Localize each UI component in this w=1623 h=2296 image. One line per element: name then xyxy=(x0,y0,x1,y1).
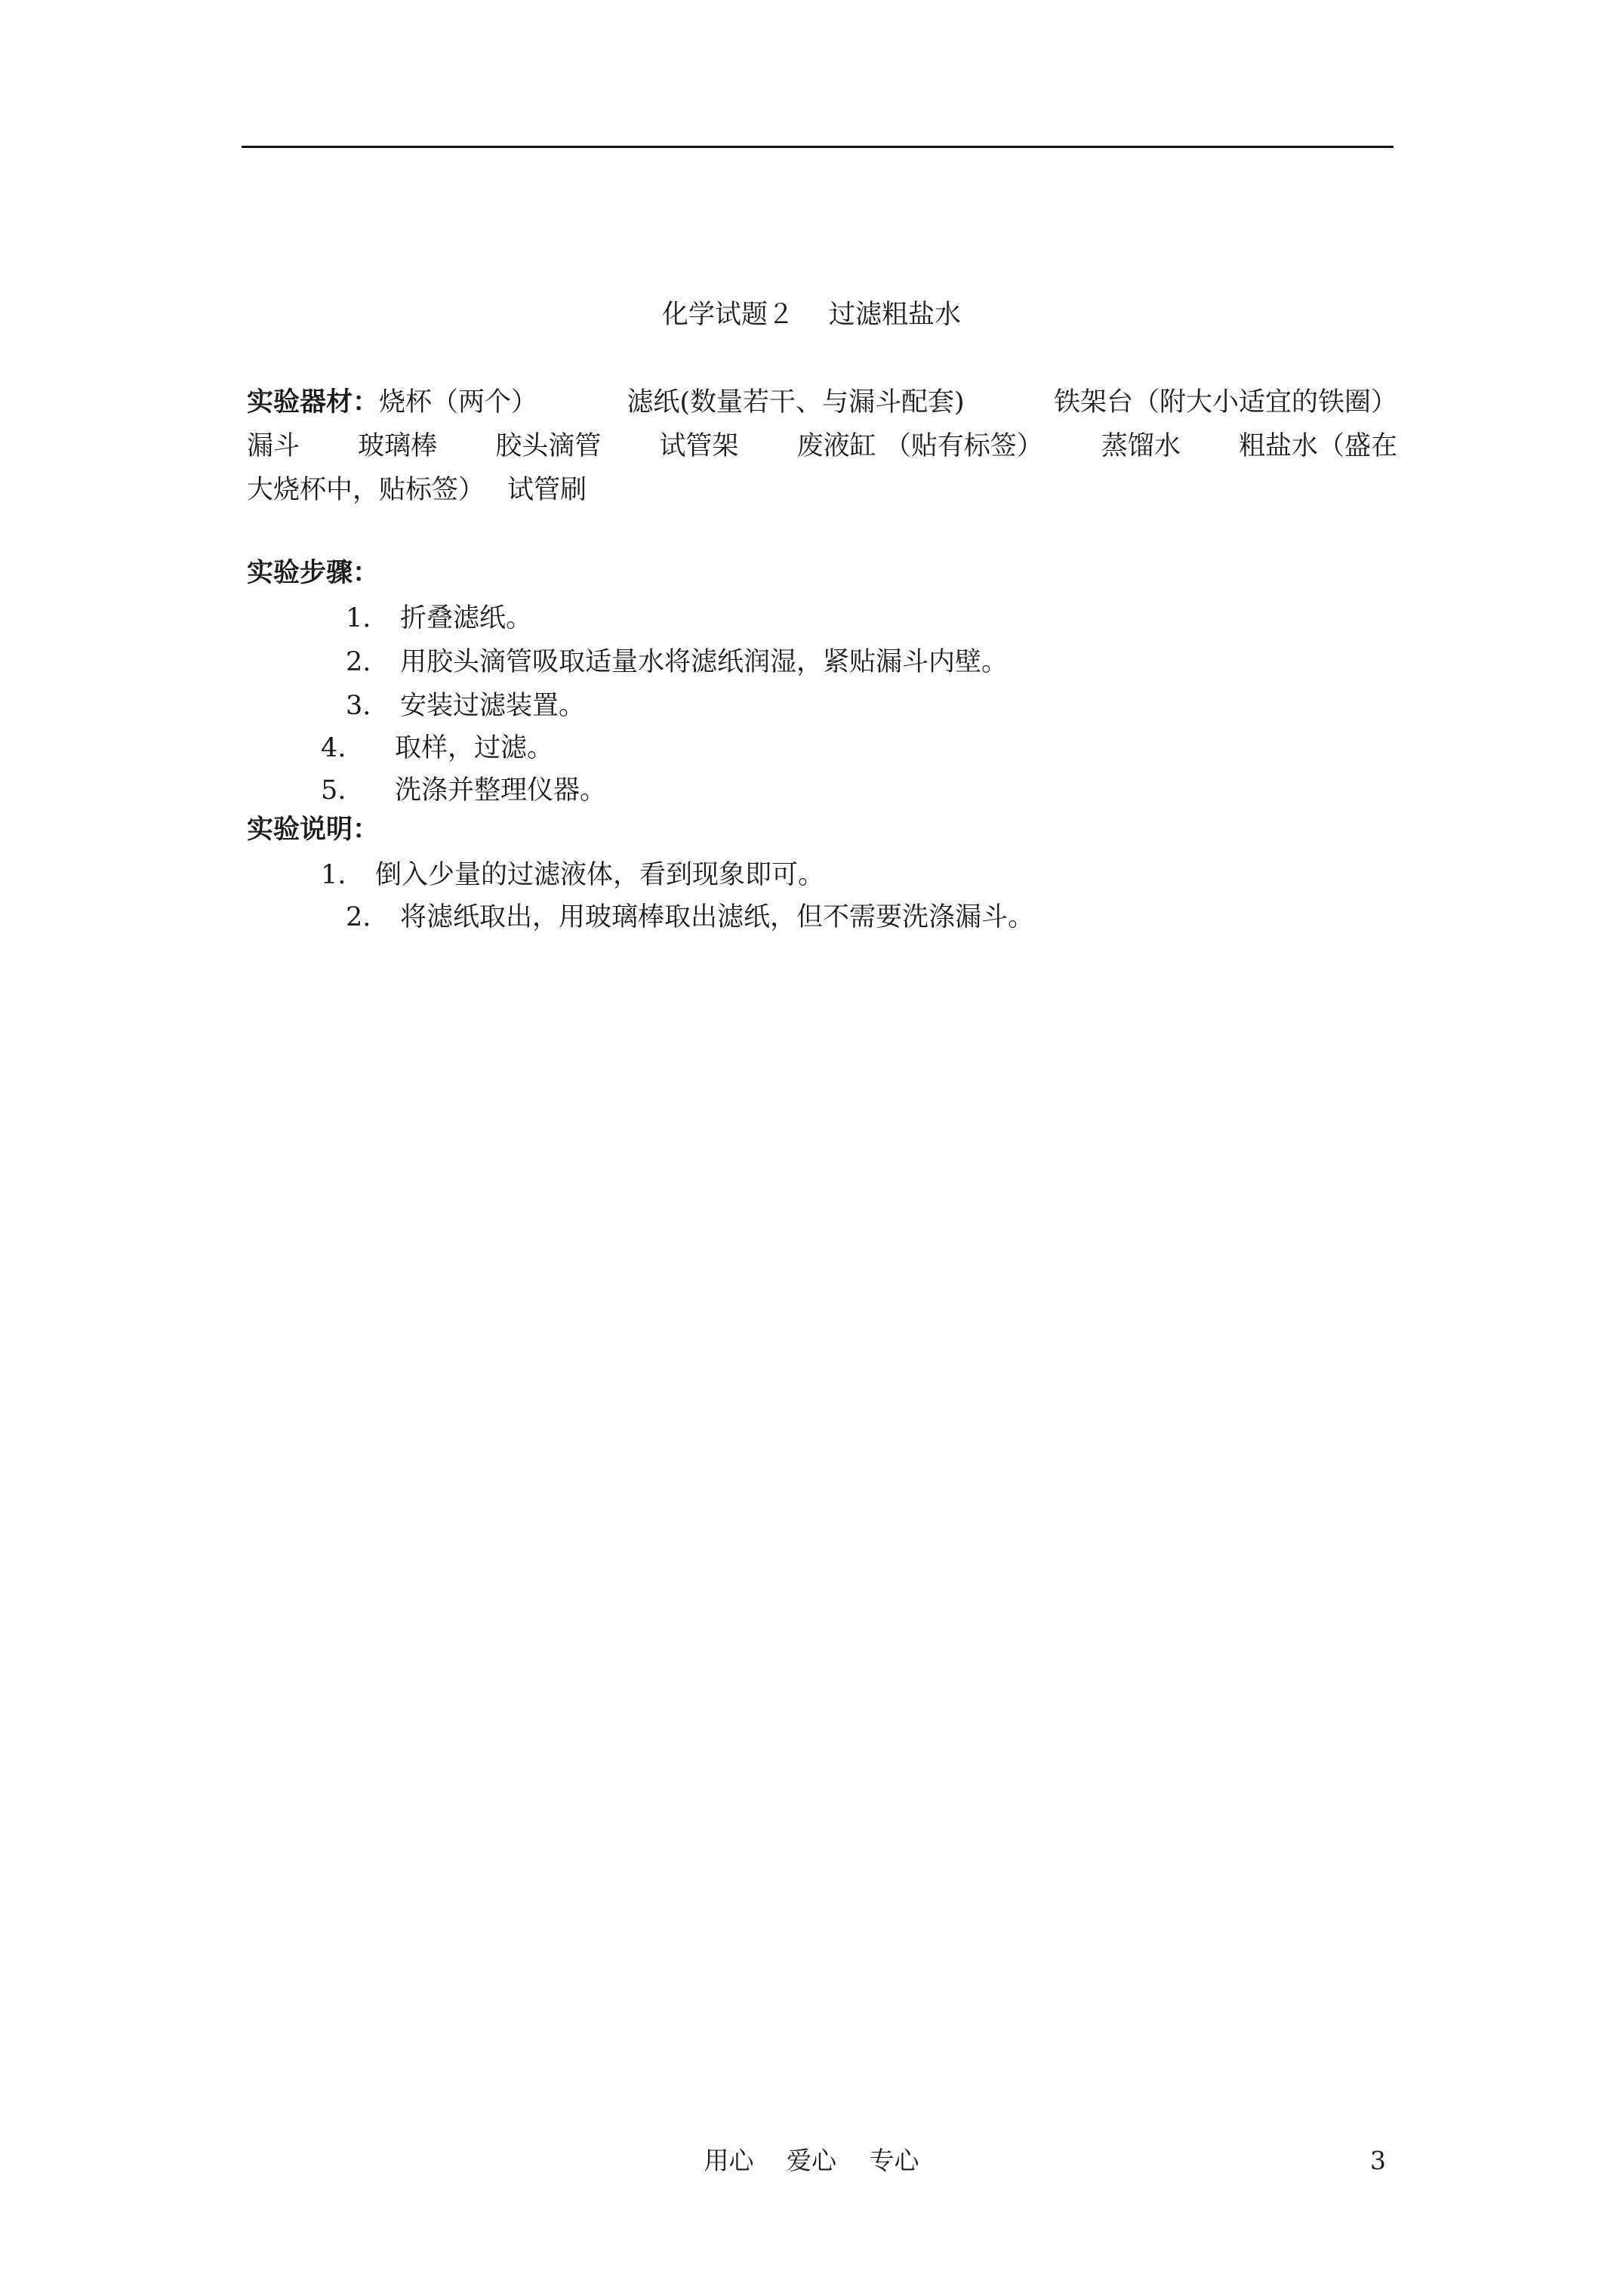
note-text: 将滤纸取出，用玻璃棒取出滤纸，但不需要洗涤漏斗。 xyxy=(400,902,1035,932)
material-item: 蒸馏水 xyxy=(1101,431,1181,461)
materials-line-1 xyxy=(247,381,1397,424)
step-number: 1. xyxy=(346,603,371,633)
step-number: 3. xyxy=(346,691,371,721)
step-text: 用胶头滴管吸取适量水将滤纸润湿，紧贴漏斗内壁。 xyxy=(400,647,1009,677)
materials-section xyxy=(247,381,1397,512)
steps-heading: 实验步骤： xyxy=(247,557,380,588)
step-number: 4. xyxy=(321,733,346,763)
step-item xyxy=(321,769,606,812)
step-number: 5. xyxy=(321,775,346,806)
page-title: 化学试题２ 过滤粗盐水 xyxy=(661,300,962,330)
material-item: 滤纸(数量若干、与漏斗配套) xyxy=(627,387,965,418)
materials-line-2 xyxy=(247,424,1397,468)
material-item: 废液缸 （贴有标签） xyxy=(796,431,1043,461)
step-item xyxy=(346,684,585,728)
material-item: 铁架台（附大小适宜的铁圈） xyxy=(1053,387,1397,418)
step-text: 取样，过滤。 xyxy=(395,733,554,763)
notes-heading: 实验说明： xyxy=(247,814,380,845)
page-number: 3 xyxy=(1370,2146,1386,2175)
material-item: 漏斗 xyxy=(247,431,300,461)
material-item: 试管架 xyxy=(659,431,739,461)
material-item: 玻璃棒 xyxy=(358,431,438,461)
step-item xyxy=(346,640,1008,684)
footer-motto: 用心 爱心 专心 xyxy=(704,2146,919,2175)
material-item: 胶头滴管 xyxy=(495,431,602,461)
material-item: 试管刷 xyxy=(507,475,587,505)
note-number: 1. xyxy=(321,860,346,890)
material-item: 大烧杯中，贴标签） xyxy=(247,475,485,505)
note-text: 倒入少量的过滤液体，看到现象即可。 xyxy=(375,860,825,890)
note-item xyxy=(321,853,824,897)
material-item: 粗盐水（盛在 xyxy=(1238,431,1397,461)
step-item xyxy=(321,726,553,770)
materials-first xyxy=(247,381,537,424)
materials-label: 实验器材： xyxy=(247,387,380,418)
note-number: 2. xyxy=(346,902,371,932)
step-text: 洗涤并整理仪器。 xyxy=(395,775,607,806)
step-text: 安装过滤装置。 xyxy=(400,691,586,721)
step-number: 2. xyxy=(346,647,371,677)
header-rule xyxy=(242,146,1394,148)
material-item: 烧杯（两个） xyxy=(379,387,538,418)
materials-line-3 xyxy=(247,468,1397,512)
step-text: 折叠滤纸。 xyxy=(400,603,533,633)
note-item xyxy=(346,895,1034,939)
step-item xyxy=(346,596,532,640)
